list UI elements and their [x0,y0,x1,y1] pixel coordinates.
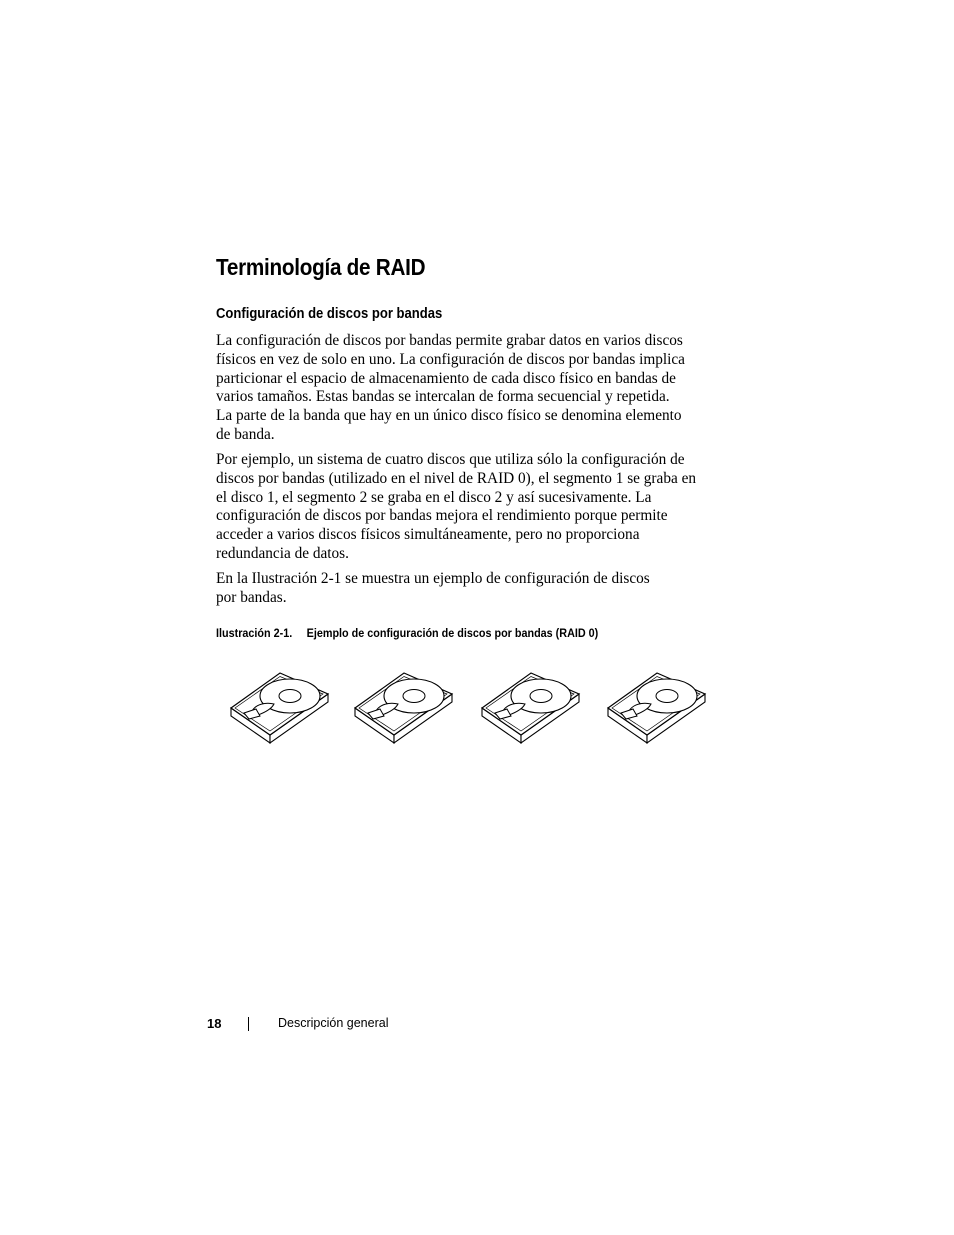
paragraph-line: el disco 1, el segmento 2 se graba en el disco 2 y así sucesivamente. La [216,488,652,506]
page-footer [0,1016,954,1036]
footer-section-name: Descripción general [278,1016,389,1030]
paragraph-3 [216,570,716,608]
page-number: 18 [207,1016,222,1031]
paragraph-line: físicos en vez de solo en uno. La configuración de discos por bandas implica [216,350,685,368]
paragraph-line: particionar el espacio de almacenamiento de cada disco físico en bandas de [216,369,676,387]
paragraph-line: configuración de discos por bandas mejora el rendimiento porque permite [216,507,668,525]
paragraph-line: redundancia de datos. [216,544,349,562]
figure-caption-text: Ejemplo de configuración de discos por bandas (RAID 0) [306,626,599,640]
figure-caption-label: Ilustración 2-1. [216,626,293,640]
paragraph-line: por bandas. [216,588,287,606]
raid0-disks-illustration [222,668,722,750]
page-title: Terminología de RAID [216,254,426,280]
hard-disk-icon [355,673,452,743]
paragraph-line: Por ejemplo, un sistema de cuatro discos que utiliza sólo la configuración de [216,451,685,468]
paragraph-line: La parte de la banda que hay en un único disco físico se denomina elemento [216,407,682,425]
paragraph-line: acceder a varios discos físicos simultáneamente, pero no proporciona [216,526,640,544]
hard-disk-icon [608,673,705,743]
paragraph-1 [216,332,716,445]
raid0-figure [222,668,722,750]
footer-divider [248,1017,249,1031]
hard-disk-icon [231,673,328,743]
paragraph-line: En la Ilustración 2-1 se muestra un ejemplo de configuración de discos [216,570,650,587]
paragraph-line: varios tamaños. Estas bandas se intercalan de forma secuencial y repetida. [216,388,670,406]
paragraph-line: discos por bandas (utilizado en el nivel de RAID 0), el segmento 1 se graba en [216,469,697,487]
paragraph-line: La configuración de discos por bandas permite grabar datos en varios discos [216,332,683,349]
hard-disk-icon [482,673,579,743]
figure-caption [216,626,598,640]
paragraph-line: de banda. [216,425,275,443]
section-heading: Configuración de discos por bandas [216,306,443,322]
paragraph-2 [216,451,716,564]
